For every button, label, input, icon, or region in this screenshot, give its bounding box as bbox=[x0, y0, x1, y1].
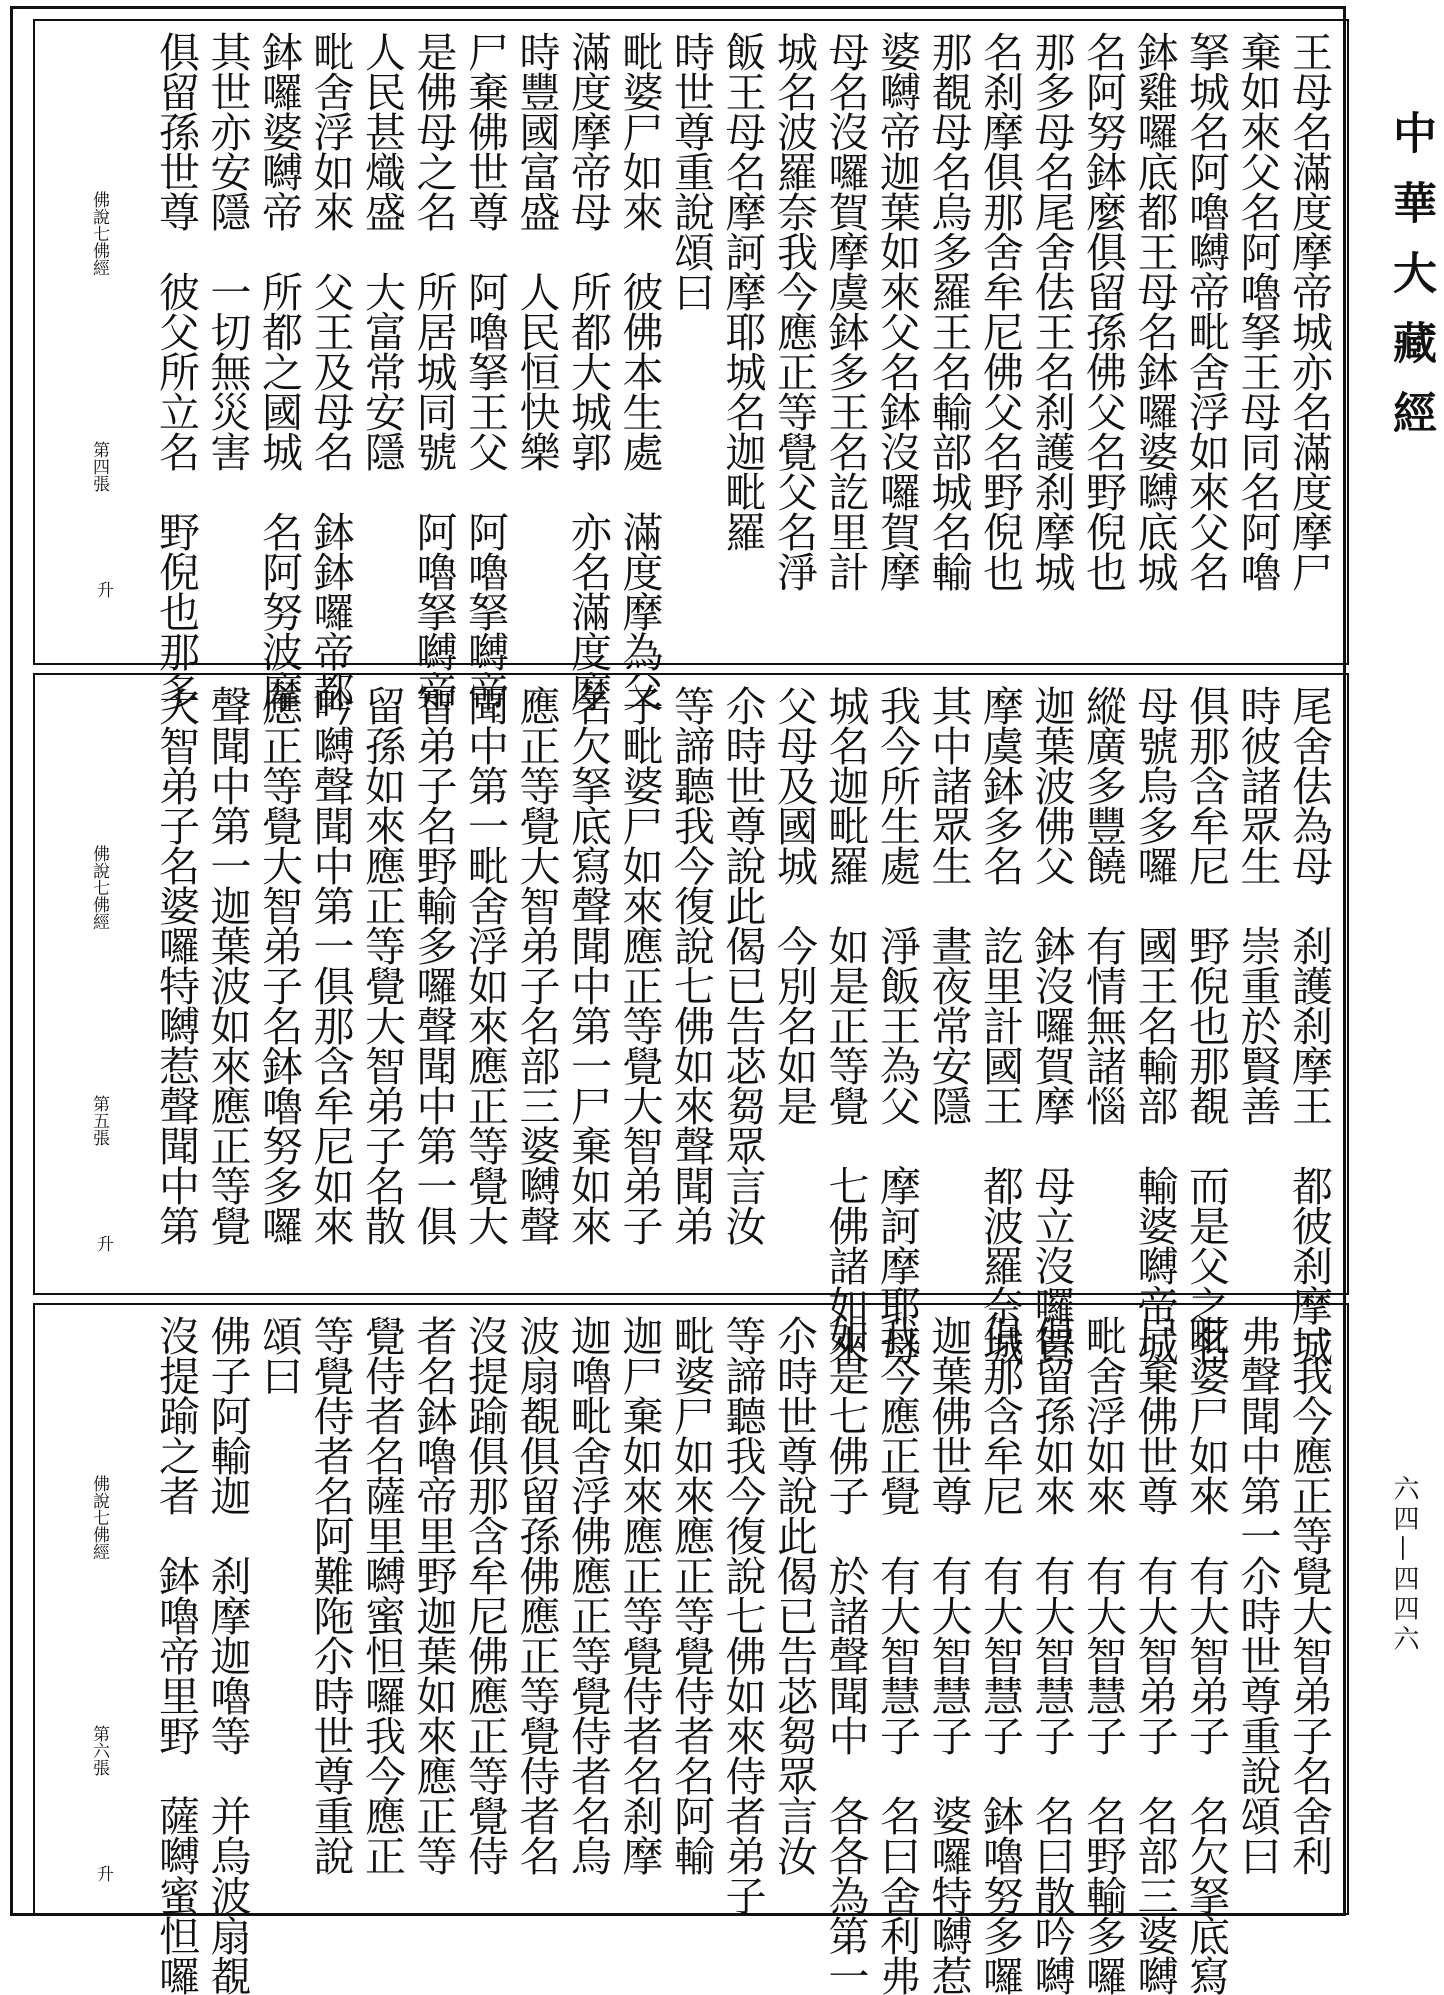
text-column: 飯王母名摩訶摩耶城名迦毗羅 bbox=[718, 31, 767, 551]
panel-1-text bbox=[152, 31, 1333, 711]
panel-1 bbox=[33, 19, 1349, 711]
margin-sutra-title: 佛說七佛經 bbox=[89, 1475, 109, 1560]
text-column: 名欠拏底寫聲聞中第一尸棄如來 bbox=[564, 685, 612, 1245]
text-column: 沒提踰之者 鉢嚕帝里野 薩嚩蜜怛囉 bbox=[152, 1315, 200, 1995]
page-frame bbox=[10, 6, 1346, 1995]
text-column: 摩虞鉢多名 訖里計國王 都波羅奈城 bbox=[976, 685, 1024, 1365]
text-column: 毗婆尸如來應正等覺侍者名阿輸 bbox=[667, 1315, 715, 1875]
text-column: 時世尊重說頌曰 bbox=[667, 31, 715, 311]
text-column: 城名波羅奈我今應正等覺父名淨 bbox=[770, 31, 818, 591]
text-column: 縱廣多豐饒 有情無諸惱 bbox=[1079, 685, 1127, 1125]
text-column: 波扇覩俱留孫佛應正等覺侍者名 bbox=[512, 1315, 561, 1875]
text-column: 者名鉢嚕帝里野迦葉如來應正等 bbox=[409, 1315, 458, 1875]
text-column: 我今所生處 淨飯王為父 摩訶摩耶母 bbox=[873, 685, 921, 1365]
text-column: 應正等覺大智弟子名部三婆嚩聲 bbox=[512, 685, 561, 1245]
text-column: 迦葉波佛父 鉢沒囉賀摩 母立沒囉賀 bbox=[1027, 685, 1076, 1365]
text-column: 毗舍浮如來 父王及母名 鉢鉢囉帝都 bbox=[306, 31, 355, 711]
text-column: 俱留孫世尊 彼父所立名 野倪也那多 bbox=[152, 31, 200, 711]
text-column: 母名沒囉賀摩虞鉢多王名訖里計 bbox=[821, 31, 870, 591]
text-column: 聲聞中第一迦葉波如來應正等覺 bbox=[203, 685, 252, 1245]
text-column: 迦嚕毗舍浮佛應正等覺侍者名烏 bbox=[564, 1315, 612, 1875]
text-column: 毗舍浮如來 有大智慧子 名野輸多囉 bbox=[1079, 1315, 1127, 1995]
text-column: 棄如來父名阿嚕拏王母同名阿嚕 bbox=[1233, 31, 1282, 591]
text-column: 弗聲聞中第一尒時世尊重說頌曰 bbox=[1233, 1315, 1282, 1875]
text-column: 那多母名尾舍佉王名刹護刹摩城 bbox=[1027, 31, 1076, 591]
text-column: 時彼諸眾生 崇重於賢善 bbox=[1233, 685, 1282, 1125]
text-column: 吟嚩聲聞中第一俱那含牟尼如來 bbox=[306, 685, 355, 1245]
text-column: 毗婆尸如來 彼佛本生處 滿度摩為父 bbox=[615, 31, 664, 711]
text-column: 沒提踰俱那含牟尼佛應正等覺侍 bbox=[461, 1315, 509, 1875]
text-column: 大智弟子名婆囉特嚩惹聲聞中第 bbox=[152, 685, 200, 1245]
text-column: 俱留孫如來 有大智慧子 名曰散吟嚩 bbox=[1027, 1315, 1076, 1995]
text-column: 尒時世尊說此偈已告苾芻眾言汝 bbox=[770, 1315, 818, 1875]
text-column: 其中諸眾生 晝夜常安隱 bbox=[924, 685, 973, 1125]
text-column: 鉢囉婆嚩帝 所都之國城 名阿努波摩 bbox=[255, 31, 303, 711]
text-column: 我今應正覺 有大智慧子 名曰舍利弗 bbox=[873, 1315, 921, 1995]
margin-sutra-title: 佛說七佛經 bbox=[89, 845, 109, 930]
text-column: 其世亦安隱 一切無災害 bbox=[203, 31, 252, 471]
text-column: 如是七佛子 於諸聲聞中 各各為第一 bbox=[821, 1315, 870, 1995]
text-column: 等諦聽我今復說七佛如來侍者弟子 bbox=[718, 1315, 767, 1915]
text-column: 迦葉佛世尊 有大智慧子 婆囉特嚩惹 bbox=[924, 1315, 973, 1995]
margin-sheet-number: 第五張 bbox=[89, 1095, 109, 1146]
text-column: 佛子阿輸迦 刹摩迦嚕等 并烏波扇覩 bbox=[203, 1315, 252, 1995]
text-column: 智弟子名野輸多囉聲聞中第一俱 bbox=[409, 685, 458, 1245]
text-column: 子毗婆尸如來應正等覺大智弟子 bbox=[615, 685, 664, 1245]
panel-3-text bbox=[152, 1315, 1333, 1995]
panel-3 bbox=[33, 1303, 1349, 1995]
text-column: 那覩母名烏多羅王名輸部城名輸 bbox=[924, 31, 973, 591]
text-column: 應正等覺大智弟子名鉢嚕努多囉 bbox=[255, 685, 303, 1245]
text-column: 覺侍者名薩里嚩蜜怛囉我今應正 bbox=[358, 1315, 406, 1875]
margin-sutra-title: 佛說七佛經 bbox=[89, 191, 109, 276]
text-column: 時豐國富盛 人民恒快樂 bbox=[512, 31, 561, 471]
text-column: 尸棄佛世尊 有大智弟子 名部三婆嚩 bbox=[1130, 1315, 1179, 1995]
text-column: 尸棄佛世尊 阿嚕拏王父 阿嚕拏嚩帝 bbox=[461, 31, 509, 711]
margin-sheet-number: 第六張 bbox=[89, 1725, 109, 1776]
margin-mark: 升 bbox=[93, 581, 113, 598]
text-column: 等覺侍者名阿難陁尒時世尊重說 bbox=[306, 1315, 355, 1875]
text-column: 俱那含牟尼 有大智慧子 鉢嚕努多囉 bbox=[976, 1315, 1024, 1995]
text-column: 拏城名阿嚕嚩帝毗舍浮如來父名 bbox=[1182, 31, 1230, 591]
text-column: 名刹摩俱那舍牟尼佛父名野倪也 bbox=[976, 31, 1024, 591]
text-column: 人民甚熾盛 大富常安隱 bbox=[358, 31, 406, 471]
text-column: 滿度摩帝母 所都大城郭 亦名滿度摩 bbox=[564, 31, 612, 711]
text-column: 城名迦毗羅 如是正等覺 七佛諸如來 bbox=[821, 685, 870, 1365]
collection-title: 中華大藏經 bbox=[1385, 110, 1436, 460]
text-column: 婆嚩帝迦葉如來父名鉢沒囉賀摩 bbox=[873, 31, 921, 591]
text-column: 鉢雞囉底都王母名鉢囉婆嚩底城 bbox=[1130, 31, 1179, 591]
text-column: 等諦聽我今復說七佛如來聲聞弟 bbox=[667, 685, 715, 1245]
text-column: 是佛母之名 所居城同號 阿嚕拏嚩帝 bbox=[409, 31, 458, 711]
text-column: 尒時世尊說此偈已告苾芻眾言汝 bbox=[718, 685, 767, 1245]
page-number: 六四—四四六 bbox=[1389, 1475, 1419, 1655]
text-column: 父母及國城 今別名如是 bbox=[770, 685, 818, 1125]
text-column: 頌曰 bbox=[255, 1315, 303, 1395]
text-column: 母號烏多囉 國王名輸部 輸婆嚩帝城 bbox=[1130, 685, 1179, 1365]
text-column: 名阿努鉢麼俱留孫佛父名野倪也 bbox=[1079, 31, 1127, 591]
text-column: 俱那含牟尼 野倪也那覩 而是父之名 bbox=[1182, 685, 1230, 1365]
text-column: 一我今應正等覺大智弟子名舍利 bbox=[1285, 1315, 1333, 1875]
text-column: 王母名滿度摩帝城亦名滿度摩尸 bbox=[1285, 31, 1333, 591]
margin-mark: 升 bbox=[93, 1865, 113, 1882]
margin-mark: 升 bbox=[93, 1235, 113, 1252]
text-column: 毗婆尸如來 有大智弟子 名欠拏底寫 bbox=[1182, 1315, 1230, 1995]
text-column: 聞中第一毗舍浮如來應正等覺大 bbox=[461, 685, 509, 1245]
text-column: 迦尸棄如來應正等覺侍者名刹摩 bbox=[615, 1315, 664, 1875]
margin-sheet-number: 第四張 bbox=[89, 441, 109, 492]
text-column: 尾舍佉為母 刹護刹摩王 都彼刹摩城 bbox=[1285, 685, 1333, 1365]
text-column: 留孫如來應正等覺大智弟子名散 bbox=[358, 685, 406, 1245]
